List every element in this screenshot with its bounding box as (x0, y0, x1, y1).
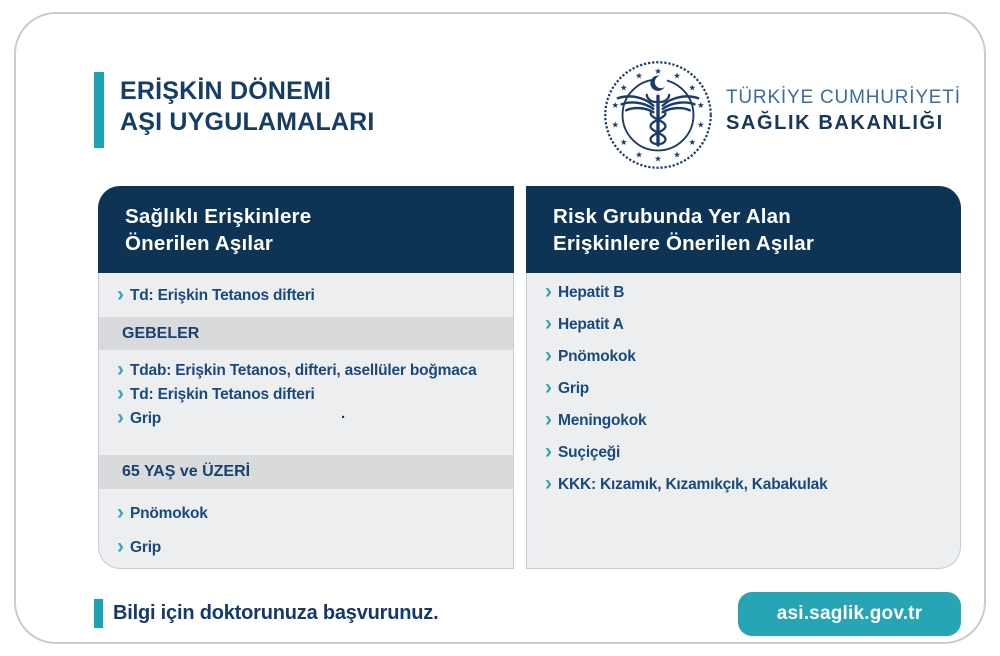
chevron-right-icon: › (117, 500, 124, 524)
column-header-healthy-adults (98, 186, 514, 273)
chevron-right-icon: › (117, 282, 124, 306)
column-body-risk-group (526, 273, 961, 569)
chevron-right-icon: › (117, 381, 124, 405)
vaccine-item-label: Td: Erişkin Tetanos difteri (130, 287, 315, 304)
page-title (120, 76, 375, 138)
footer-accent-bar (94, 599, 103, 628)
svg-text:★: ★ (635, 70, 643, 81)
chevron-right-icon: › (117, 405, 124, 429)
vaccine-item-label: Hepatit B (558, 284, 625, 301)
chevron-right-icon: › (545, 471, 552, 495)
vaccine-item (99, 405, 513, 430)
chevron-right-icon: › (545, 343, 552, 367)
svg-text:★: ★ (619, 137, 628, 148)
vaccine-item-label: Tdab: Erişkin Tetanos, difteri, asellüler boğmaca (130, 362, 477, 379)
vaccine-item (527, 377, 960, 401)
poster-card (14, 12, 986, 644)
website-link-button[interactable] (738, 592, 961, 636)
title-accent-bar (94, 72, 104, 148)
vaccine-item (527, 281, 960, 305)
column-header-line2: Önerilen Aşılar (125, 231, 274, 255)
vaccine-item (99, 282, 513, 307)
vaccine-item-label: Pnömokok (558, 348, 636, 365)
footer-note: Bilgi için doktorunuza başvurunuz. (113, 602, 439, 624)
vaccine-item-label: Td: Erişkin Tetanos difteri (130, 386, 315, 403)
vaccine-item (527, 313, 960, 337)
svg-text:★: ★ (688, 137, 697, 148)
vaccine-item (527, 441, 960, 465)
vaccine-item (99, 381, 513, 406)
svg-text:★: ★ (611, 119, 620, 130)
group-band-label: 65 YAŞ ve ÜZERİ (122, 463, 251, 480)
group-band-65-plus (99, 455, 513, 489)
chevron-right-icon: › (545, 279, 552, 303)
ministry-name-line1: TÜRKİYE CUMHURİYETİ (726, 87, 961, 108)
vaccine-item (527, 345, 960, 369)
website-link-label: asi.saglik.gov.tr (776, 603, 923, 624)
column-header-line1: Risk Grubunda Yer Alan (553, 204, 791, 228)
stray-dot: . (341, 405, 346, 422)
ministry-name (726, 87, 961, 135)
svg-text:★: ★ (673, 149, 681, 160)
health-ministry-logo-icon (602, 59, 714, 171)
column-risk-group (526, 186, 961, 569)
svg-text:★: ★ (696, 100, 705, 110)
chevron-right-icon: › (545, 311, 552, 335)
vaccine-item (99, 534, 513, 559)
vaccine-item-label: KKK: Kızamık, Kızamıkçık, Kabakulak (558, 476, 828, 493)
svg-text:★: ★ (673, 70, 681, 81)
vaccine-item (527, 473, 960, 497)
chevron-right-icon: › (545, 375, 552, 399)
column-header-line2: Erişkinlere Önerilen Aşılar (553, 231, 815, 255)
chevron-right-icon: › (545, 439, 552, 463)
column-header-line1: Sağlıklı Erişkinlere (125, 204, 312, 228)
vaccine-item-label: Suçiçeği (558, 444, 621, 461)
chevron-right-icon: › (117, 534, 124, 558)
group-band-pregnant (99, 317, 513, 350)
svg-text:★: ★ (619, 82, 628, 93)
column-healthy-adults (98, 186, 514, 569)
column-header-risk-group (526, 186, 961, 273)
vaccine-item-label: Grip (130, 410, 162, 427)
chevron-right-icon: › (545, 407, 552, 431)
ministry-name-line2: SAĞLIK BAKANLIĞI (726, 112, 944, 134)
page-title-line1: ERİŞKİN DÖNEMİ (120, 77, 332, 105)
svg-text:★: ★ (654, 153, 662, 164)
svg-text:★: ★ (611, 100, 620, 110)
vaccine-item-label: Meningokok (558, 412, 647, 429)
column-body-healthy-adults (98, 273, 514, 569)
vaccine-item-label: Grip (558, 380, 590, 397)
vaccine-item (527, 409, 960, 433)
vaccine-item-label: Pnömokok (130, 505, 208, 522)
svg-text:★: ★ (688, 82, 697, 93)
page-title-line2: AŞI UYGULAMALARI (120, 108, 375, 136)
vaccine-item-label: Grip (130, 539, 162, 556)
chevron-right-icon: › (117, 357, 124, 381)
vaccine-item-label: Hepatit A (558, 316, 624, 333)
svg-text:★: ★ (654, 65, 662, 76)
group-band-label: GEBELER (122, 324, 200, 342)
vaccine-item (99, 357, 513, 382)
svg-text:★: ★ (635, 149, 643, 160)
vaccine-item (99, 500, 513, 525)
svg-text:★: ★ (696, 119, 705, 130)
